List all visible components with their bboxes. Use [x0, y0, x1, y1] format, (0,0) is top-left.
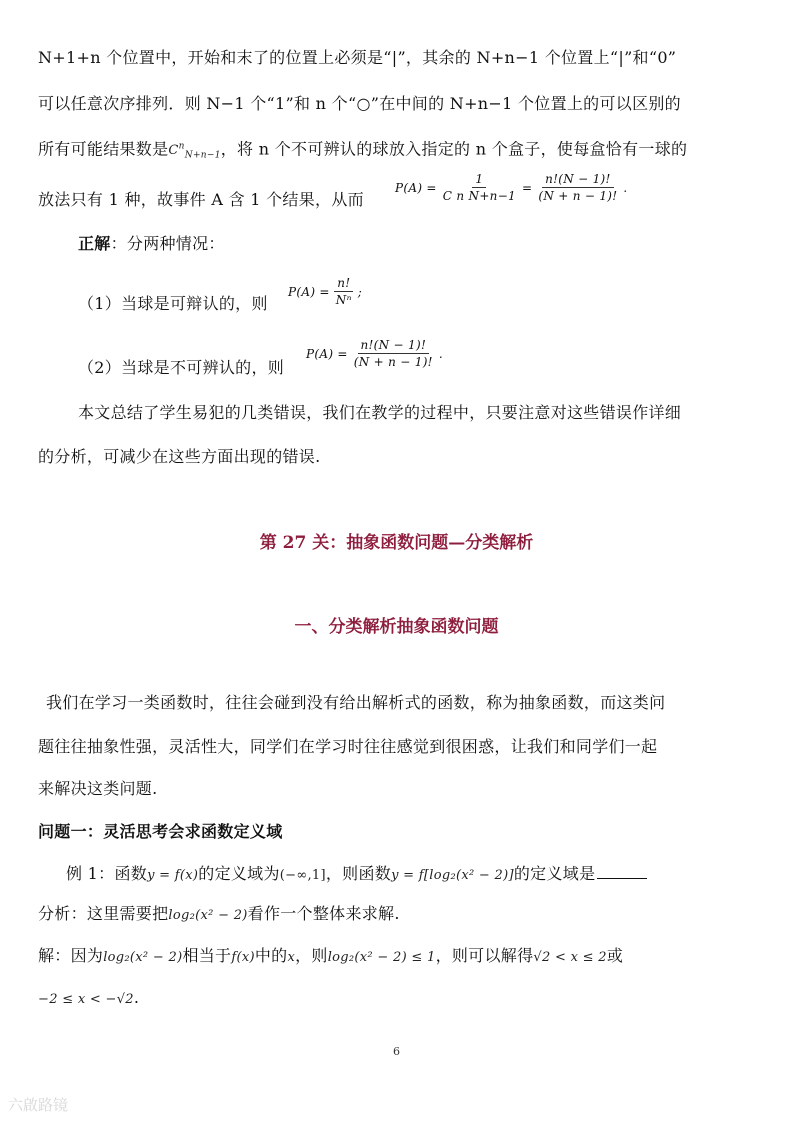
- example1-line: 例 1：函数y = f(x)的定义域为(−∞,1]，则函数y = f[log₂(x² − 2)]的定义域是: [66, 862, 647, 886]
- para1-line3: 所有可能结果数是$C^n_{N+n-1}$，将 n 个不可辨认的球放入指定的 n 个盒子，使每盒恰有一球的: [38, 139, 688, 161]
- answer-blank: [597, 862, 647, 879]
- analysis-line: 分析：这里需要把log₂(x² − 2)看作一个整体来求解.: [38, 904, 400, 923]
- para1-line1: N+1+n 个位置中，开始和末了的位置上必须是“|”，其余的 N+n−1 个位置上“|”和“0”: [38, 48, 677, 67]
- intro-line3: 来解决这类问题.: [38, 779, 158, 798]
- watermark: 六啟路镜: [8, 1096, 69, 1114]
- case2-line: （2）当球是不可辨认的，则 P(A) = $\frac{n!(N - 1)!}{(N + n - 1)!}$ .: [78, 338, 443, 377]
- para1-line4: 放法只有 1 种，故事件 A 含 1 个结果，从而 P(A) = $\frac{1}{\text{C n N+n−1}}$ = $\frac{n!(N - 1)!}{(N + n - 1)!}$ .: [38, 172, 628, 209]
- intro-line2: 题往往抽象性强，灵活性大，同学们在学习时往往感觉到很困惑，让我们和同学们一起: [38, 737, 658, 756]
- example1-composite-func: y = f[log₂(x² − 2)]: [391, 868, 514, 883]
- section-title: 一、分类解析抽象函数问题: [294, 617, 499, 637]
- case1-line: （1）当球是可辩认的，则 P(A) = $\frac{n!}{\text{Nⁿ}}$ ;: [78, 276, 363, 313]
- case1-formula: P(A) = $\frac{n!}{\text{Nⁿ}}$ ;: [288, 276, 363, 307]
- problem1-title: 问题一：灵活思考会求函数定义域: [38, 822, 283, 841]
- page-number: 6: [393, 1045, 400, 1058]
- summary-line1: 本文总结了学生易犯的几类错误，我们在教学的过程中，只要注意对这些错误作详细: [78, 403, 682, 422]
- para1-line2: 可以任意次序排列．则 N−1 个“1”和 n 个“○”在中间的 N+n−1 个位置上的可以区别的: [38, 94, 681, 113]
- correct-solution-heading: 正解：分两种情况：: [78, 234, 225, 253]
- case2-formula: P(A) = $\frac{n!(N - 1)!}{(N + n - 1)!}$ .: [306, 338, 443, 369]
- solution-line1: 解：因为log₂(x² − 2)相当于f(x)中的x，则log₂(x² − 2) ≤ 1，则可以解得√2 < x ≤ 2或: [38, 946, 624, 965]
- combination-formula: $C^n_{N+n-1}$: [168, 142, 221, 161]
- intro-line1: 我们在学习一类函数时，往往会碰到没有给出解析式的函数，称为抽象函数，而这类问: [46, 693, 666, 712]
- probability-formula: P(A) = $\frac{1}{\text{C n N+n−1}}$ = $\frac{n!(N - 1)!}{(N + n - 1)!}$ .: [395, 172, 628, 203]
- solution-line2: −2 ≤ x < −√2.: [38, 988, 140, 1007]
- summary-line2: 的分析，可减少在这些方面出现的错误.: [38, 447, 321, 466]
- chapter-title: 第 27 关：抽象函数问题—分类解析: [259, 533, 534, 553]
- example1-func: y = f(x): [147, 868, 199, 883]
- example1-domain: (−∞,1]: [279, 868, 326, 883]
